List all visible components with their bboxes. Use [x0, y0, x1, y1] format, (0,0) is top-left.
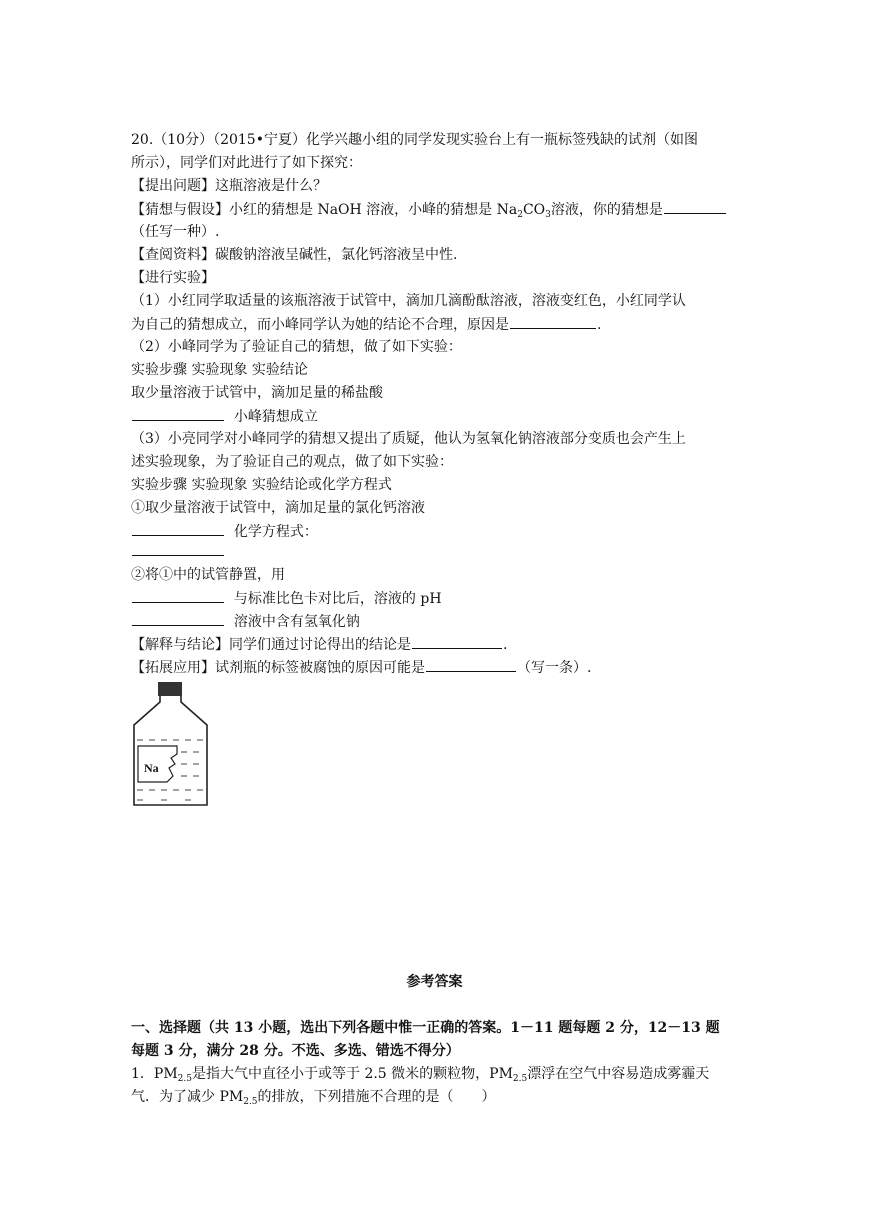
- q1-text: 漂浮在空气中容易造成雾霾天: [527, 1066, 710, 1082]
- subscript: 3: [545, 210, 551, 220]
- table-header-1: 实验步骤 实验现象 实验结论: [131, 362, 308, 378]
- hypothesis-note: （任写一种）.: [131, 224, 220, 240]
- section-1-header-line-2: 每题 3 分，满分 28 分。不选、多选、错选不得分）: [131, 1043, 460, 1059]
- reference-info: 【查阅资料】碳酸钠溶液呈碱性，氯化钙溶液呈中性.: [131, 247, 458, 263]
- experiment-2-conclusion: 小峰猜想成立: [233, 409, 318, 425]
- equation-label: 化学方程式：: [233, 524, 318, 540]
- subscript: 2.5: [177, 1074, 192, 1084]
- question-20-line-1: 20.（10分）（2015•宁夏）化学兴趣小组的同学发现实验台上有一瓶标签残缺的试剂（如图: [131, 132, 698, 148]
- extension-text: 【拓展应用】试剂瓶的标签被腐蚀的原因可能是: [131, 660, 425, 676]
- experiment-3-equation-line: [131, 521, 318, 542]
- experiment-3-line-2: 述实验现象，为了验证自己的观点，做了如下实验：: [131, 454, 453, 470]
- answer-question-1-line-2: [131, 1087, 496, 1107]
- answer-blank[interactable]: [426, 657, 516, 672]
- hypothesis-line: [131, 199, 727, 220]
- answer-blank[interactable]: [132, 521, 224, 536]
- experiment-1-line-1: （1）小红同学取适量的该瓶溶液于试管中，滴加几滴酚酞溶液，溶液变红色，小红同学认: [131, 293, 686, 309]
- ph-text: 与标准比色卡对比后，溶液的 pH: [233, 591, 442, 607]
- raise-question: 【提出问题】这瓶溶液是什么？: [131, 178, 327, 194]
- q1-text: 气．为了减少 PM: [131, 1089, 244, 1105]
- extension-note: （写一条）.: [517, 660, 592, 676]
- hypothesis-formula: CO: [522, 202, 546, 218]
- explanation-text: 【解释与结论】同学们通过讨论得出的结论是: [131, 637, 411, 653]
- hypothesis-text-end: 溶液，你的猜想是: [550, 202, 663, 218]
- period: .: [503, 637, 508, 653]
- bottle-stopper: [158, 682, 182, 696]
- hypothesis-text: 【猜想与假设】小红的猜想是 NaOH 溶液，小峰的猜想是 Na: [131, 202, 518, 218]
- answer-blank[interactable]: [510, 314, 596, 329]
- label-text: Na: [144, 761, 159, 775]
- experiment-3-conclusion-line: [131, 611, 360, 632]
- subscript: 2.5: [243, 1097, 258, 1107]
- q1-text: 是指大气中直径小于或等于 2.5 微米的颗粒物，PM: [192, 1066, 513, 1082]
- experiment-3-line-1: （3）小亮同学对小峰同学的猜想又提出了质疑，他认为氢氧化钠溶液部分变质也会产生上: [131, 431, 686, 447]
- answer-blank[interactable]: [132, 611, 224, 626]
- experiment-2-intro: （2）小峰同学为了验证自己的猜想，做了如下实验：: [131, 339, 462, 355]
- experiment-heading: 【进行实验】: [131, 270, 215, 286]
- reagent-bottle-illustration: [131, 680, 211, 810]
- experiment-2-result: [131, 406, 318, 427]
- q1-text: 1．PM: [131, 1066, 178, 1082]
- period: .: [597, 317, 602, 333]
- extended-application: [131, 657, 591, 678]
- answer-blank[interactable]: [132, 555, 224, 556]
- table-header-2: 实验步骤 实验现象 实验结论或化学方程式: [131, 477, 392, 493]
- explanation-conclusion: [131, 634, 507, 655]
- q1-text: 的排放，下列措施不合理的是（ ）: [257, 1089, 496, 1105]
- subscript: 2: [517, 210, 523, 220]
- subscript: 2.5: [512, 1074, 528, 1084]
- experiment-3-ph-line: [131, 588, 442, 609]
- answer-blank[interactable]: [132, 588, 224, 603]
- experiment-3-step-1: ①取少量溶液于试管中，滴加足量的氯化钙溶液: [131, 500, 425, 516]
- answer-blank[interactable]: [132, 406, 224, 421]
- naoh-conclusion: 溶液中含有氢氧化钠: [233, 614, 360, 630]
- experiment-2-step: 取少量溶液于试管中，滴加足量的稀盐酸: [131, 385, 383, 401]
- experiment-1-line-2: [131, 314, 601, 335]
- answer-question-1-line-1: [131, 1064, 709, 1084]
- answer-blank[interactable]: [664, 199, 726, 214]
- question-20-line-2: 所示），同学们对此进行了如下探究：: [131, 155, 362, 171]
- answer-blank[interactable]: [412, 634, 502, 649]
- experiment-1-text: 为自己的猜想成立，而小峰同学认为她的结论不合理，原因是: [131, 317, 509, 333]
- experiment-3-step-2: ②将①中的试管静置，用: [131, 567, 285, 583]
- section-1-header-line-1: 一、选择题（共 13 小题，选出下列各题中惟一正确的答案。1－11 题每题 2 分，12－13 题: [131, 1020, 720, 1036]
- answer-key-heading: 参考答案: [406, 974, 463, 990]
